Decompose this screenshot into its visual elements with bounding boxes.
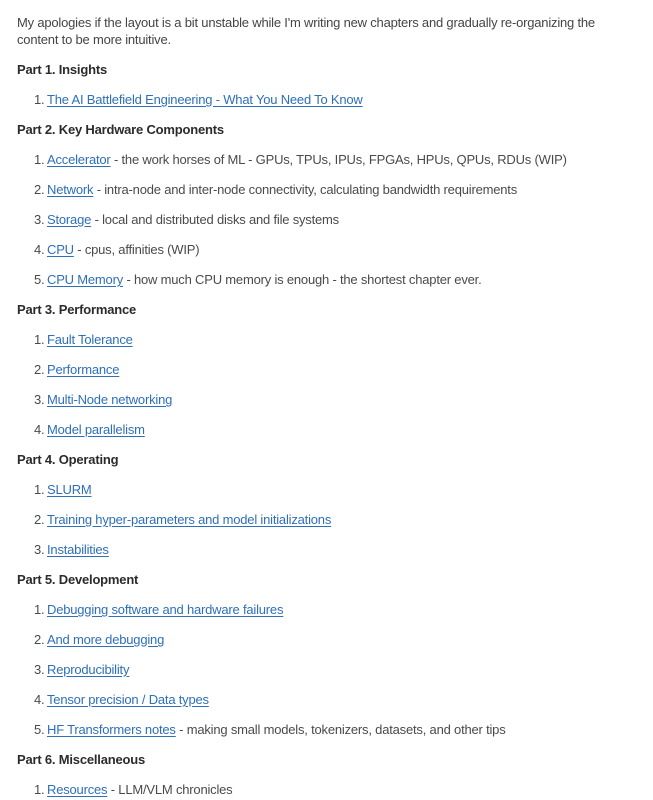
item-number: 4.: [34, 242, 45, 257]
toc-item: [17, 151, 639, 168]
part-heading: Part 6. Miscellaneous: [17, 752, 146, 767]
chapter-link[interactable]: The AI Battlefield Engineering - What You Need To Know: [47, 92, 363, 107]
item-number: 1.: [34, 152, 45, 167]
toc-item: [17, 601, 639, 618]
toc-item: [17, 421, 639, 438]
item-desc: - local and distributed disks and file systems: [94, 212, 339, 227]
toc-item: [17, 91, 639, 108]
toc-item: [17, 781, 639, 798]
toc-section: [17, 571, 639, 738]
chapter-list: [17, 601, 639, 738]
chapter-link[interactable]: Network: [47, 182, 94, 197]
chapter-link[interactable]: Storage: [47, 212, 92, 227]
toc-section: [17, 301, 639, 438]
toc-item: [17, 181, 639, 198]
item-number: 1.: [34, 602, 45, 617]
toc-item: [17, 511, 639, 528]
item-number: 1.: [34, 332, 45, 347]
item-desc: - the work horses of ML - GPUs, TPUs, IPUs, FPGAs, HPUs, QPUs, RDUs (WIP): [113, 152, 567, 167]
part-heading: Part 3. Performance: [17, 302, 137, 317]
item-desc: - intra-node and inter-node connectivity, calculating bandwidth requirements: [96, 182, 518, 197]
chapter-link[interactable]: CPU: [47, 242, 74, 257]
toc-item: [17, 631, 639, 648]
chapter-link[interactable]: Fault Tolerance: [47, 332, 133, 347]
toc-item: [17, 691, 639, 708]
chapter-link[interactable]: Multi-Node networking: [47, 392, 173, 407]
toc-item: [17, 241, 639, 258]
item-number: 4.: [34, 422, 45, 437]
item-number: 1.: [34, 92, 45, 107]
item-number: 2.: [34, 632, 45, 647]
item-number: 3.: [34, 542, 45, 557]
toc-section: [17, 121, 639, 288]
chapter-link[interactable]: Performance: [47, 362, 120, 377]
item-number: 3.: [34, 392, 45, 407]
intro-paragraph: My apologies if the layout is a bit unstable while I'm writing new chapters and gradually re-organizing the content to be more intuitive.: [17, 15, 595, 47]
chapter-link[interactable]: Model parallelism: [47, 422, 145, 437]
item-number: 2.: [34, 362, 45, 377]
item-number: 5.: [34, 272, 45, 287]
toc-item: [17, 271, 639, 288]
item-desc: - cpus, affinities (WIP): [77, 242, 200, 257]
toc-section: [17, 61, 639, 108]
chapter-link[interactable]: SLURM: [47, 482, 92, 497]
toc-item: [17, 331, 639, 348]
item-number: 1.: [34, 482, 45, 497]
chapter-link[interactable]: HF Transformers notes: [47, 722, 176, 737]
part-heading: Part 4. Operating: [17, 452, 119, 467]
item-desc: - how much CPU memory is enough - the shortest chapter ever.: [126, 272, 482, 287]
toc-item: [17, 391, 639, 408]
item-number: 3.: [34, 212, 45, 227]
chapter-list: [17, 91, 639, 108]
toc-item: [17, 661, 639, 678]
item-number: 1.: [34, 782, 45, 797]
item-number: 3.: [34, 662, 45, 677]
item-number: 4.: [34, 692, 45, 707]
chapter-link[interactable]: Debugging software and hardware failures: [47, 602, 284, 617]
chapter-link[interactable]: And more debugging: [47, 632, 165, 647]
item-number: 2.: [34, 182, 45, 197]
chapter-list: [17, 481, 639, 558]
toc-item: [17, 721, 639, 738]
toc-sections: [17, 61, 639, 798]
toc-section: [17, 451, 639, 558]
chapter-link[interactable]: CPU Memory: [47, 272, 124, 287]
chapter-link[interactable]: Reproducibility: [47, 662, 130, 677]
chapter-list: [17, 151, 639, 288]
part-heading: Part 1. Insights: [17, 62, 107, 77]
toc-item: [17, 211, 639, 228]
chapter-list: [17, 331, 639, 438]
toc-section: [17, 751, 639, 798]
part-heading: Part 5. Development: [17, 572, 139, 587]
chapter-link[interactable]: Tensor precision / Data types: [47, 692, 209, 707]
item-desc: - LLM/VLM chronicles: [110, 782, 233, 797]
toc-item: [17, 541, 639, 558]
chapter-list: [17, 781, 639, 798]
chapter-link[interactable]: Resources: [47, 782, 108, 797]
chapter-link[interactable]: Training hyper-parameters and model initializations: [47, 512, 332, 527]
item-number: 2.: [34, 512, 45, 527]
item-desc: - making small models, tokenizers, datasets, and other tips: [179, 722, 506, 737]
chapter-link[interactable]: Instabilities: [47, 542, 109, 557]
chapter-link[interactable]: Accelerator: [47, 152, 111, 167]
toc-item: [17, 361, 639, 378]
item-number: 5.: [34, 722, 45, 737]
toc-item: [17, 481, 639, 498]
part-heading: Part 2. Key Hardware Components: [17, 122, 224, 137]
